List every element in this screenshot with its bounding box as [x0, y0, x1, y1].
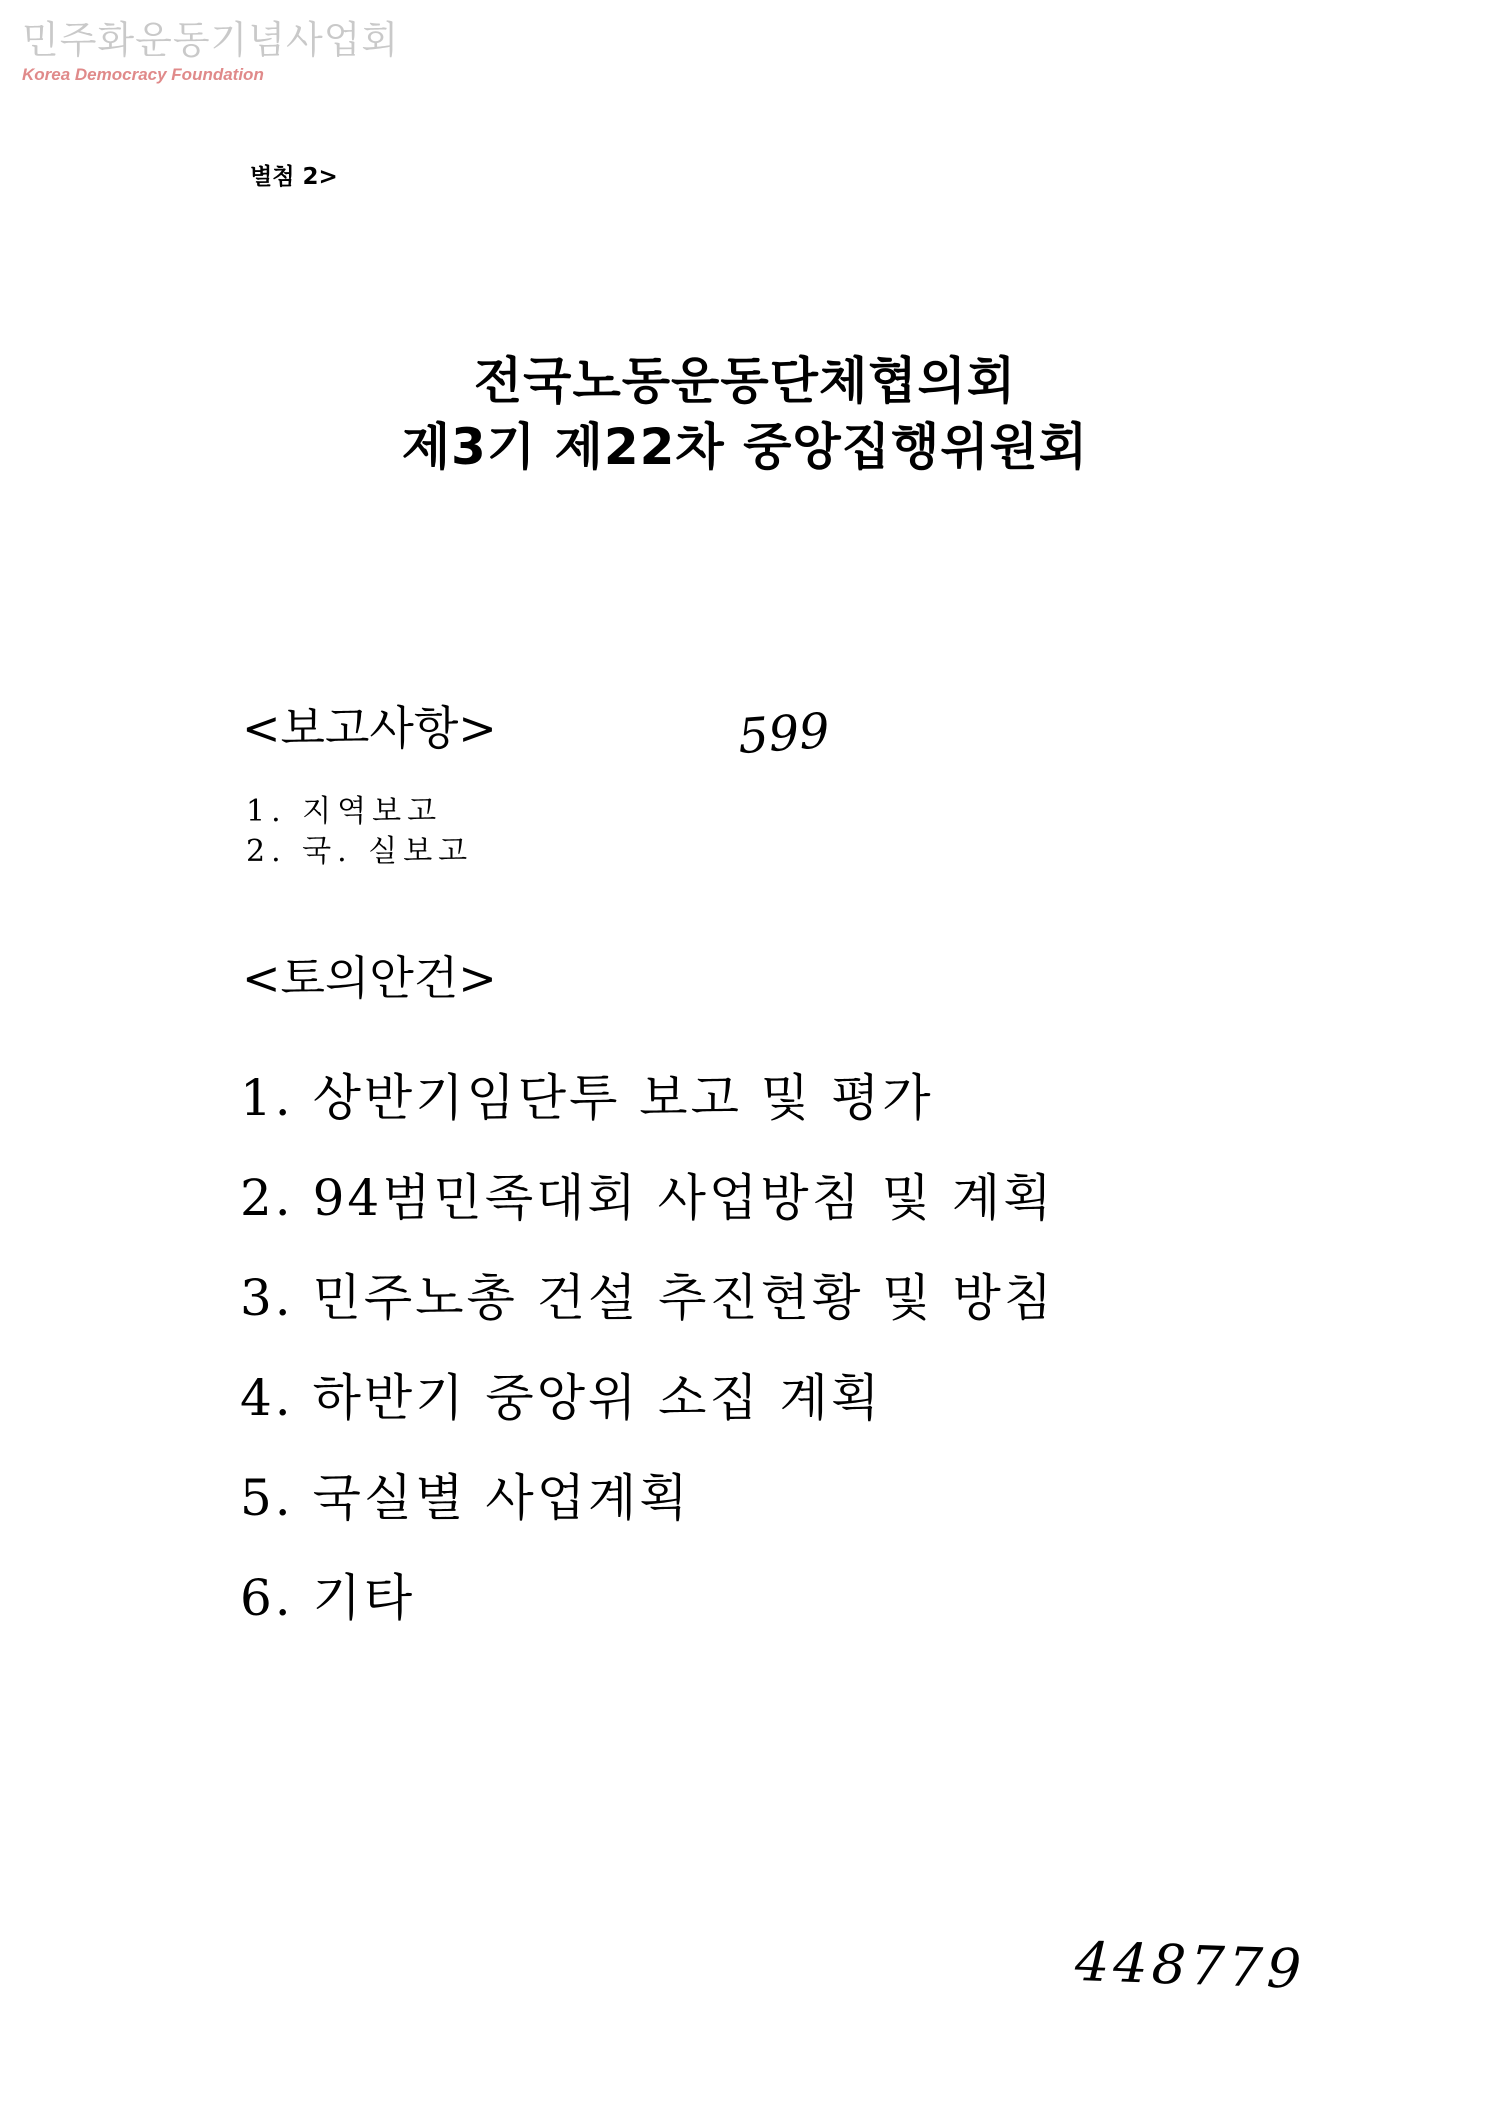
watermark [22, 18, 400, 86]
report-item: 2. 국. 실보고 [246, 834, 474, 869]
agenda-item: 4. 하반기 중앙위 소집 계획 [240, 1369, 883, 1427]
agenda-item: 5. 국실별 사업계획 [240, 1469, 691, 1527]
title-line-2: 제3기 제22차 중앙집행위원회 [401, 418, 1089, 476]
agenda-item: 2. 94범민족대회 사업방침 및 계획 [240, 1169, 1055, 1227]
report-item: 1. 지역보고 [246, 794, 443, 829]
watermark-english: Korea Democracy Foundation [22, 65, 264, 84]
report-list [246, 792, 473, 872]
watermark-korean: 민주화운동기념사업회 [22, 18, 400, 62]
attachment-label: 별첨 2> [250, 164, 338, 190]
agenda-item: 3. 민주노총 건설 추진현황 및 방침 [240, 1269, 1056, 1327]
agenda-item: 1. 상반기임단투 보고 및 평가 [240, 1069, 934, 1127]
discussion-section-heading: <토의안건> [242, 951, 497, 1005]
document-title [0, 348, 1490, 480]
handwritten-note-bottom: 448779 [1073, 1930, 1307, 2001]
handwritten-note-top: 599 [736, 702, 832, 766]
report-section-heading: <보고사항> [242, 701, 497, 755]
agenda-item: 6. 기타 [240, 1569, 416, 1627]
title-line-1: 전국노동운동단체협의회 [473, 352, 1017, 410]
agenda-list [240, 1048, 1055, 1648]
